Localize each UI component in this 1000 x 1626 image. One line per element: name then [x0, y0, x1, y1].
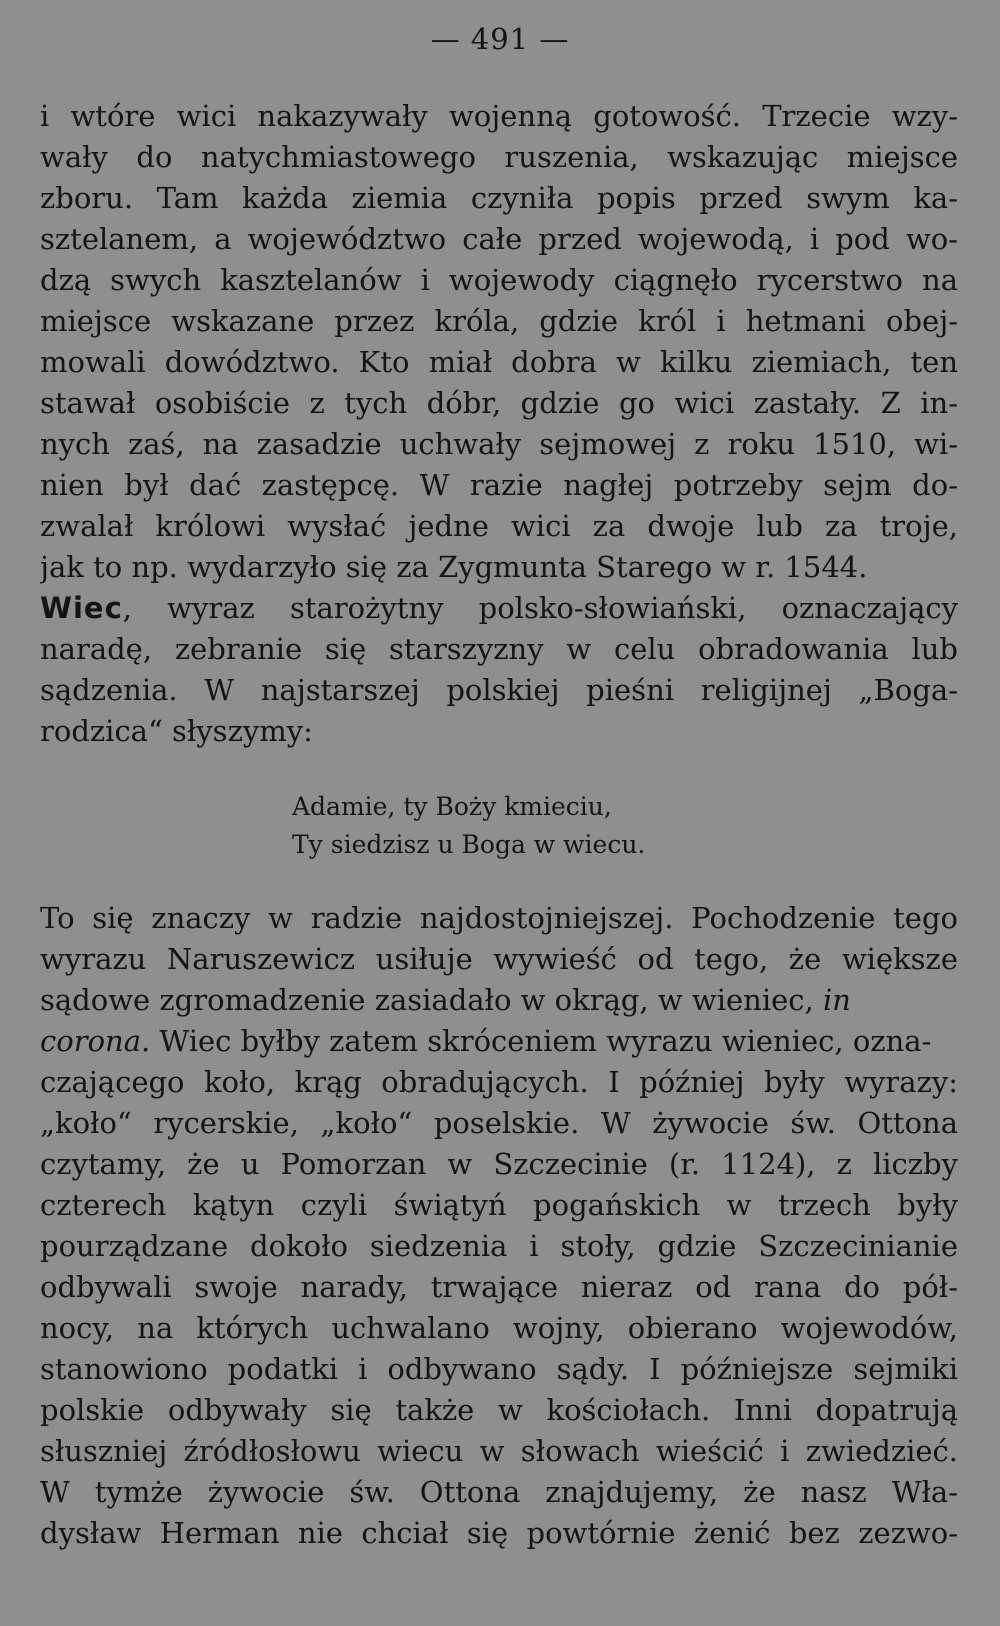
text-line: nych zaś, na zasadzie uchwały sejmowej z roku 1510, wi-	[40, 427, 958, 461]
text-line: czającego koło, krąg obradujących. I później były wyrazy:	[40, 1065, 958, 1099]
verse-line: Ty siedzisz u Boga w wiecu.	[292, 830, 646, 859]
entry-term: Wiec	[40, 591, 123, 625]
italic-fragment: in	[822, 983, 851, 1017]
text-line: miejsce wskazane przez króla, gdzie król i hetmani obej-	[40, 304, 958, 338]
text-line: jak to np. wydarzyło się za Zygmunta Starego w r. 1544.	[40, 550, 868, 584]
text-line	[40, 979, 958, 1021]
text-line: odbywali swoje narady, trwające nieraz od rana do pół-	[40, 1270, 958, 1304]
text-line: To się znaczy w radzie najdostojniejszej. Pochodzenie tego	[40, 901, 958, 935]
text-fragment: , wyraz starożytny polsko-słowiański, oznaczający	[122, 591, 958, 625]
text-line: polskie odbywały się także w kościołach. Inni dopatrują	[40, 1393, 958, 1427]
verse-line: Adamie, ty Boży kmieciu,	[292, 792, 612, 821]
text-line: W tymże żywocie św. Ottona znajdujemy, że nasz Wła-	[40, 1475, 958, 1509]
text-line: rodzica“ słyszymy:	[40, 714, 313, 748]
text-line: sądzenia. W najstarszej polskiej pieśni religijnej „Boga-	[40, 673, 958, 707]
text-line: dzą swych kasztelanów i wojewody ciągnęło rycerstwo na	[40, 263, 958, 297]
text-line: nocy, na których uchwalano wojny, obierano wojewodów,	[40, 1311, 958, 1345]
italic-fragment: corona.	[40, 1024, 151, 1058]
text-line: stawał osobiście z tych dóbr, gdzie go wici zastały. Z in-	[40, 386, 958, 420]
text-line: sztelanem, a województwo całe przed wojewodą, i pod wo-	[40, 222, 958, 256]
text-line: czytamy, że u Pomorzan w Szczecinie (r. 1124), z liczby	[40, 1147, 958, 1181]
text-line: słuszniej źródłosłowu wiecu w słowach wieścić i zwiedzieć.	[40, 1434, 958, 1468]
text-line	[40, 1020, 958, 1062]
text-line: stanowiono podatki i odbywano sądy. I późniejsze sejmiki	[40, 1352, 958, 1386]
text-line	[40, 587, 958, 629]
text-line: wyrazu Naruszewicz usiłuje wywieść od tego, że większe	[40, 942, 958, 976]
text-line: czterech kątyn czyli świątyń pogańskich w trzech były	[40, 1188, 958, 1222]
text-line: mowali dowództwo. Kto miał dobra w kilku ziemiach, ten	[40, 345, 958, 379]
text-line: nien był dać zastępcę. W razie nagłej potrzeby sejm do-	[40, 468, 958, 502]
text-line: i wtóre wici nakazywały wojenną gotowość. Trzecie wzy-	[40, 99, 958, 133]
page-number: — 491 —	[430, 22, 570, 56]
text-line: wały do natychmiastowego ruszenia, wskazując miejsce	[40, 140, 958, 174]
text-line: pourządzane dokoło siedzenia i stoły, gdzie Szczecinianie	[40, 1229, 958, 1263]
text-line: naradę, zebranie się starszyzny w celu obradowania lub	[40, 632, 958, 666]
text-line: dysław Herman nie chciał się powtórnie żenić bez zezwo-	[40, 1516, 958, 1550]
text-fragment: Wiec byłby zatem skróceniem wyrazu wieniec, ozna-	[150, 1024, 932, 1058]
text-line: zwalał królowi wysłać jedne wici za dwoje lub za troje,	[40, 509, 958, 543]
text-line: zboru. Tam każda ziemia czyniła popis przed swym ka-	[40, 181, 958, 215]
text-fragment: sądowe zgromadzenie zasiadało w okrąg, w wieniec,	[40, 983, 814, 1017]
text-line: „koło“ rycerskie, „koło“ poselskie. W żywocie św. Ottona	[40, 1106, 958, 1140]
